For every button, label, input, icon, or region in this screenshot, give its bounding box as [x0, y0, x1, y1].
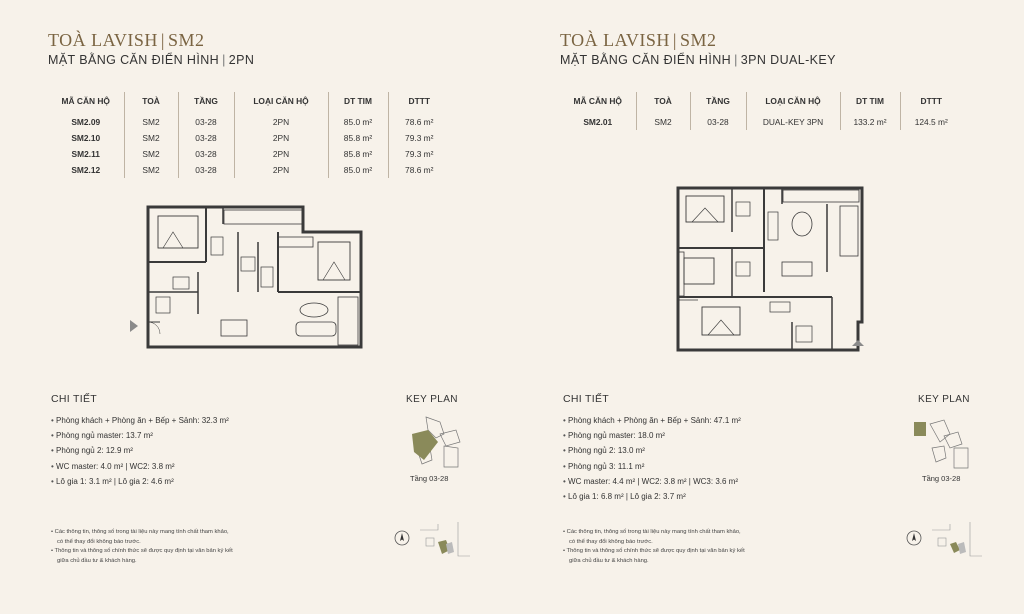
- table-header: DT TIM: [328, 92, 388, 114]
- table-cell: 85.0 m²: [328, 162, 388, 178]
- subtitle-text: MẶT BẰNG CĂN ĐIỂN HÌNH: [560, 53, 732, 67]
- keyplan-floor: Tầng 03-28: [922, 474, 961, 483]
- table-cell: SM2.12: [71, 165, 101, 175]
- site-plan-mini: [418, 520, 470, 560]
- table-header: DT TIM: [840, 92, 900, 114]
- table-cell: SM2.01: [583, 117, 613, 127]
- page-title: TOÀ LAVISH | SM2: [48, 30, 205, 50]
- keyplan-title: KEY PLAN: [406, 394, 458, 405]
- table-cell: SM2: [124, 130, 178, 146]
- detail-item: • Phòng khách + Phòng ăn + Bếp + Sảnh: 32.3 m²: [51, 413, 229, 428]
- subtitle-text: MẶT BẰNG CĂN ĐIỂN HÌNH: [48, 53, 220, 67]
- table-row: [48, 114, 450, 130]
- unit-type: 3PN DUAL-KEY: [740, 53, 836, 67]
- note-line: có thể thay đổi không báo trước.: [569, 538, 653, 545]
- keyplan-diagram: [398, 412, 468, 472]
- keyplan-floor: Tầng 03-28: [410, 474, 449, 483]
- details-title: CHI TIẾT: [51, 393, 97, 405]
- table-header: DTTT: [900, 92, 962, 114]
- keyplan-diagram: [910, 412, 980, 472]
- detail-item: • WC master: 4.0 m² | WC2: 3.8 m²: [51, 459, 229, 474]
- building-code: SM2: [167, 30, 205, 50]
- table-cell: 03-28: [178, 162, 234, 178]
- table-cell: 78.6 m²: [388, 114, 450, 130]
- note-line: có thể thay đổi không báo trước.: [57, 538, 141, 545]
- table-cell: 2PN: [234, 130, 328, 146]
- table-header: LOẠI CĂN HỘ: [746, 92, 840, 114]
- table-header: MÃ CĂN HỘ: [573, 96, 622, 106]
- site-plan-mini: [930, 520, 982, 560]
- table-cell: 85.8 m²: [328, 146, 388, 162]
- building-name: TOÀ LAVISH: [48, 30, 158, 50]
- keyplan-highlight: [914, 422, 926, 436]
- detail-item: • WC master: 4.4 m² | WC2: 3.8 m² | WC3: 3.6 m²: [563, 474, 741, 489]
- note-line: giữa chủ đầu tư & khách hàng.: [569, 557, 649, 564]
- table-header-row: [560, 92, 962, 114]
- detail-item: • Phòng ngủ master: 13.7 m²: [51, 428, 229, 443]
- units-table: [560, 92, 962, 130]
- units-table: [48, 92, 450, 178]
- table-row: [48, 162, 450, 178]
- table-cell: SM2: [124, 114, 178, 130]
- table-cell: 03-28: [690, 114, 746, 130]
- table-header: LOẠI CĂN HỘ: [234, 92, 328, 114]
- compass-icon: [906, 530, 922, 546]
- note-line: • Thông tin và thông số chính thức sẽ được quy định tại văn bản ký kết: [563, 548, 745, 554]
- table-cell: SM2.09: [71, 117, 101, 127]
- note-line: • Thông tin và thông số chính thức sẽ được quy định tại văn bản ký kết: [51, 548, 233, 554]
- floor-plan-2pn: [128, 202, 368, 352]
- table-row: [560, 114, 962, 130]
- table-cell: 133.2 m²: [840, 114, 900, 130]
- table-cell: 2PN: [234, 114, 328, 130]
- table-header: TOÀ: [124, 92, 178, 114]
- keyplan-highlight: [412, 430, 438, 460]
- table-header-row: [48, 92, 450, 114]
- details-list: [51, 413, 229, 489]
- table-cell: 79.3 m²: [388, 130, 450, 146]
- table-cell: 03-28: [178, 130, 234, 146]
- table-cell: 78.6 m²: [388, 162, 450, 178]
- disclaimer-notes: [51, 528, 233, 566]
- table-cell: SM2: [124, 146, 178, 162]
- note-line: giữa chủ đầu tư & khách hàng.: [57, 557, 137, 564]
- disclaimer-notes: [563, 528, 745, 566]
- entrance-arrow-icon: [130, 320, 138, 332]
- table-cell: 2PN: [234, 162, 328, 178]
- table-header: TẦNG: [690, 92, 746, 114]
- table-header: DTTT: [388, 92, 450, 114]
- note-line: • Các thông tin, thông số trong tài liệu này mang tính chất tham khảo,: [563, 529, 741, 535]
- table-row: [48, 130, 450, 146]
- page-subtitle: MẶT BẰNG CĂN ĐIỂN HÌNH | 2PN: [48, 53, 255, 67]
- detail-item: • Phòng ngủ 3: 11.1 m²: [563, 459, 741, 474]
- table-cell: SM2.11: [71, 149, 100, 159]
- building-name: TOÀ LAVISH: [560, 30, 670, 50]
- table-cell: 79.3 m²: [388, 146, 450, 162]
- detail-item: • Phòng ngủ 2: 12.9 m²: [51, 443, 229, 458]
- note-line: • Các thông tin, thông số trong tài liệu này mang tính chất tham khảo,: [51, 529, 229, 535]
- table-cell: SM2: [636, 114, 690, 130]
- keyplan-title: KEY PLAN: [918, 394, 970, 405]
- compass-icon: [394, 530, 410, 546]
- table-cell: SM2.10: [71, 133, 101, 143]
- details-list: [563, 413, 741, 504]
- table-cell: 03-28: [178, 146, 234, 162]
- panel-3pn-dualkey: [512, 0, 1024, 614]
- floor-plan-3pn: [672, 182, 872, 354]
- building-code: SM2: [679, 30, 717, 50]
- details-title: CHI TIẾT: [563, 393, 609, 405]
- detail-item: • Lô gia 1: 6.8 m² | Lô gia 2: 3.7 m²: [563, 489, 741, 504]
- table-header: MÃ CĂN HỘ: [61, 96, 110, 106]
- table-cell: DUAL-KEY 3PN: [746, 114, 840, 130]
- unit-type: 2PN: [228, 53, 255, 67]
- table-cell: 85.8 m²: [328, 130, 388, 146]
- table-cell: 2PN: [234, 146, 328, 162]
- detail-item: • Phòng khách + Phòng ăn + Bếp + Sảnh: 47.1 m²: [563, 413, 741, 428]
- table-header: TOÀ: [636, 92, 690, 114]
- detail-item: • Phòng ngủ master: 18.0 m²: [563, 428, 741, 443]
- table-row: [48, 146, 450, 162]
- detail-item: • Phòng ngủ 2: 13.0 m²: [563, 443, 741, 458]
- entrance-arrow-icon: [852, 340, 864, 346]
- detail-item: • Lô gia 1: 3.1 m² | Lô gia 2: 4.6 m²: [51, 474, 229, 489]
- table-header: TẦNG: [178, 92, 234, 114]
- page-subtitle: MẶT BẰNG CĂN ĐIỂN HÌNH | 3PN DUAL-KEY: [560, 53, 836, 67]
- table-cell: SM2: [124, 162, 178, 178]
- table-cell: 124.5 m²: [900, 114, 962, 130]
- table-cell: 03-28: [178, 114, 234, 130]
- page-title: TOÀ LAVISH | SM2: [560, 30, 717, 50]
- table-cell: 85.0 m²: [328, 114, 388, 130]
